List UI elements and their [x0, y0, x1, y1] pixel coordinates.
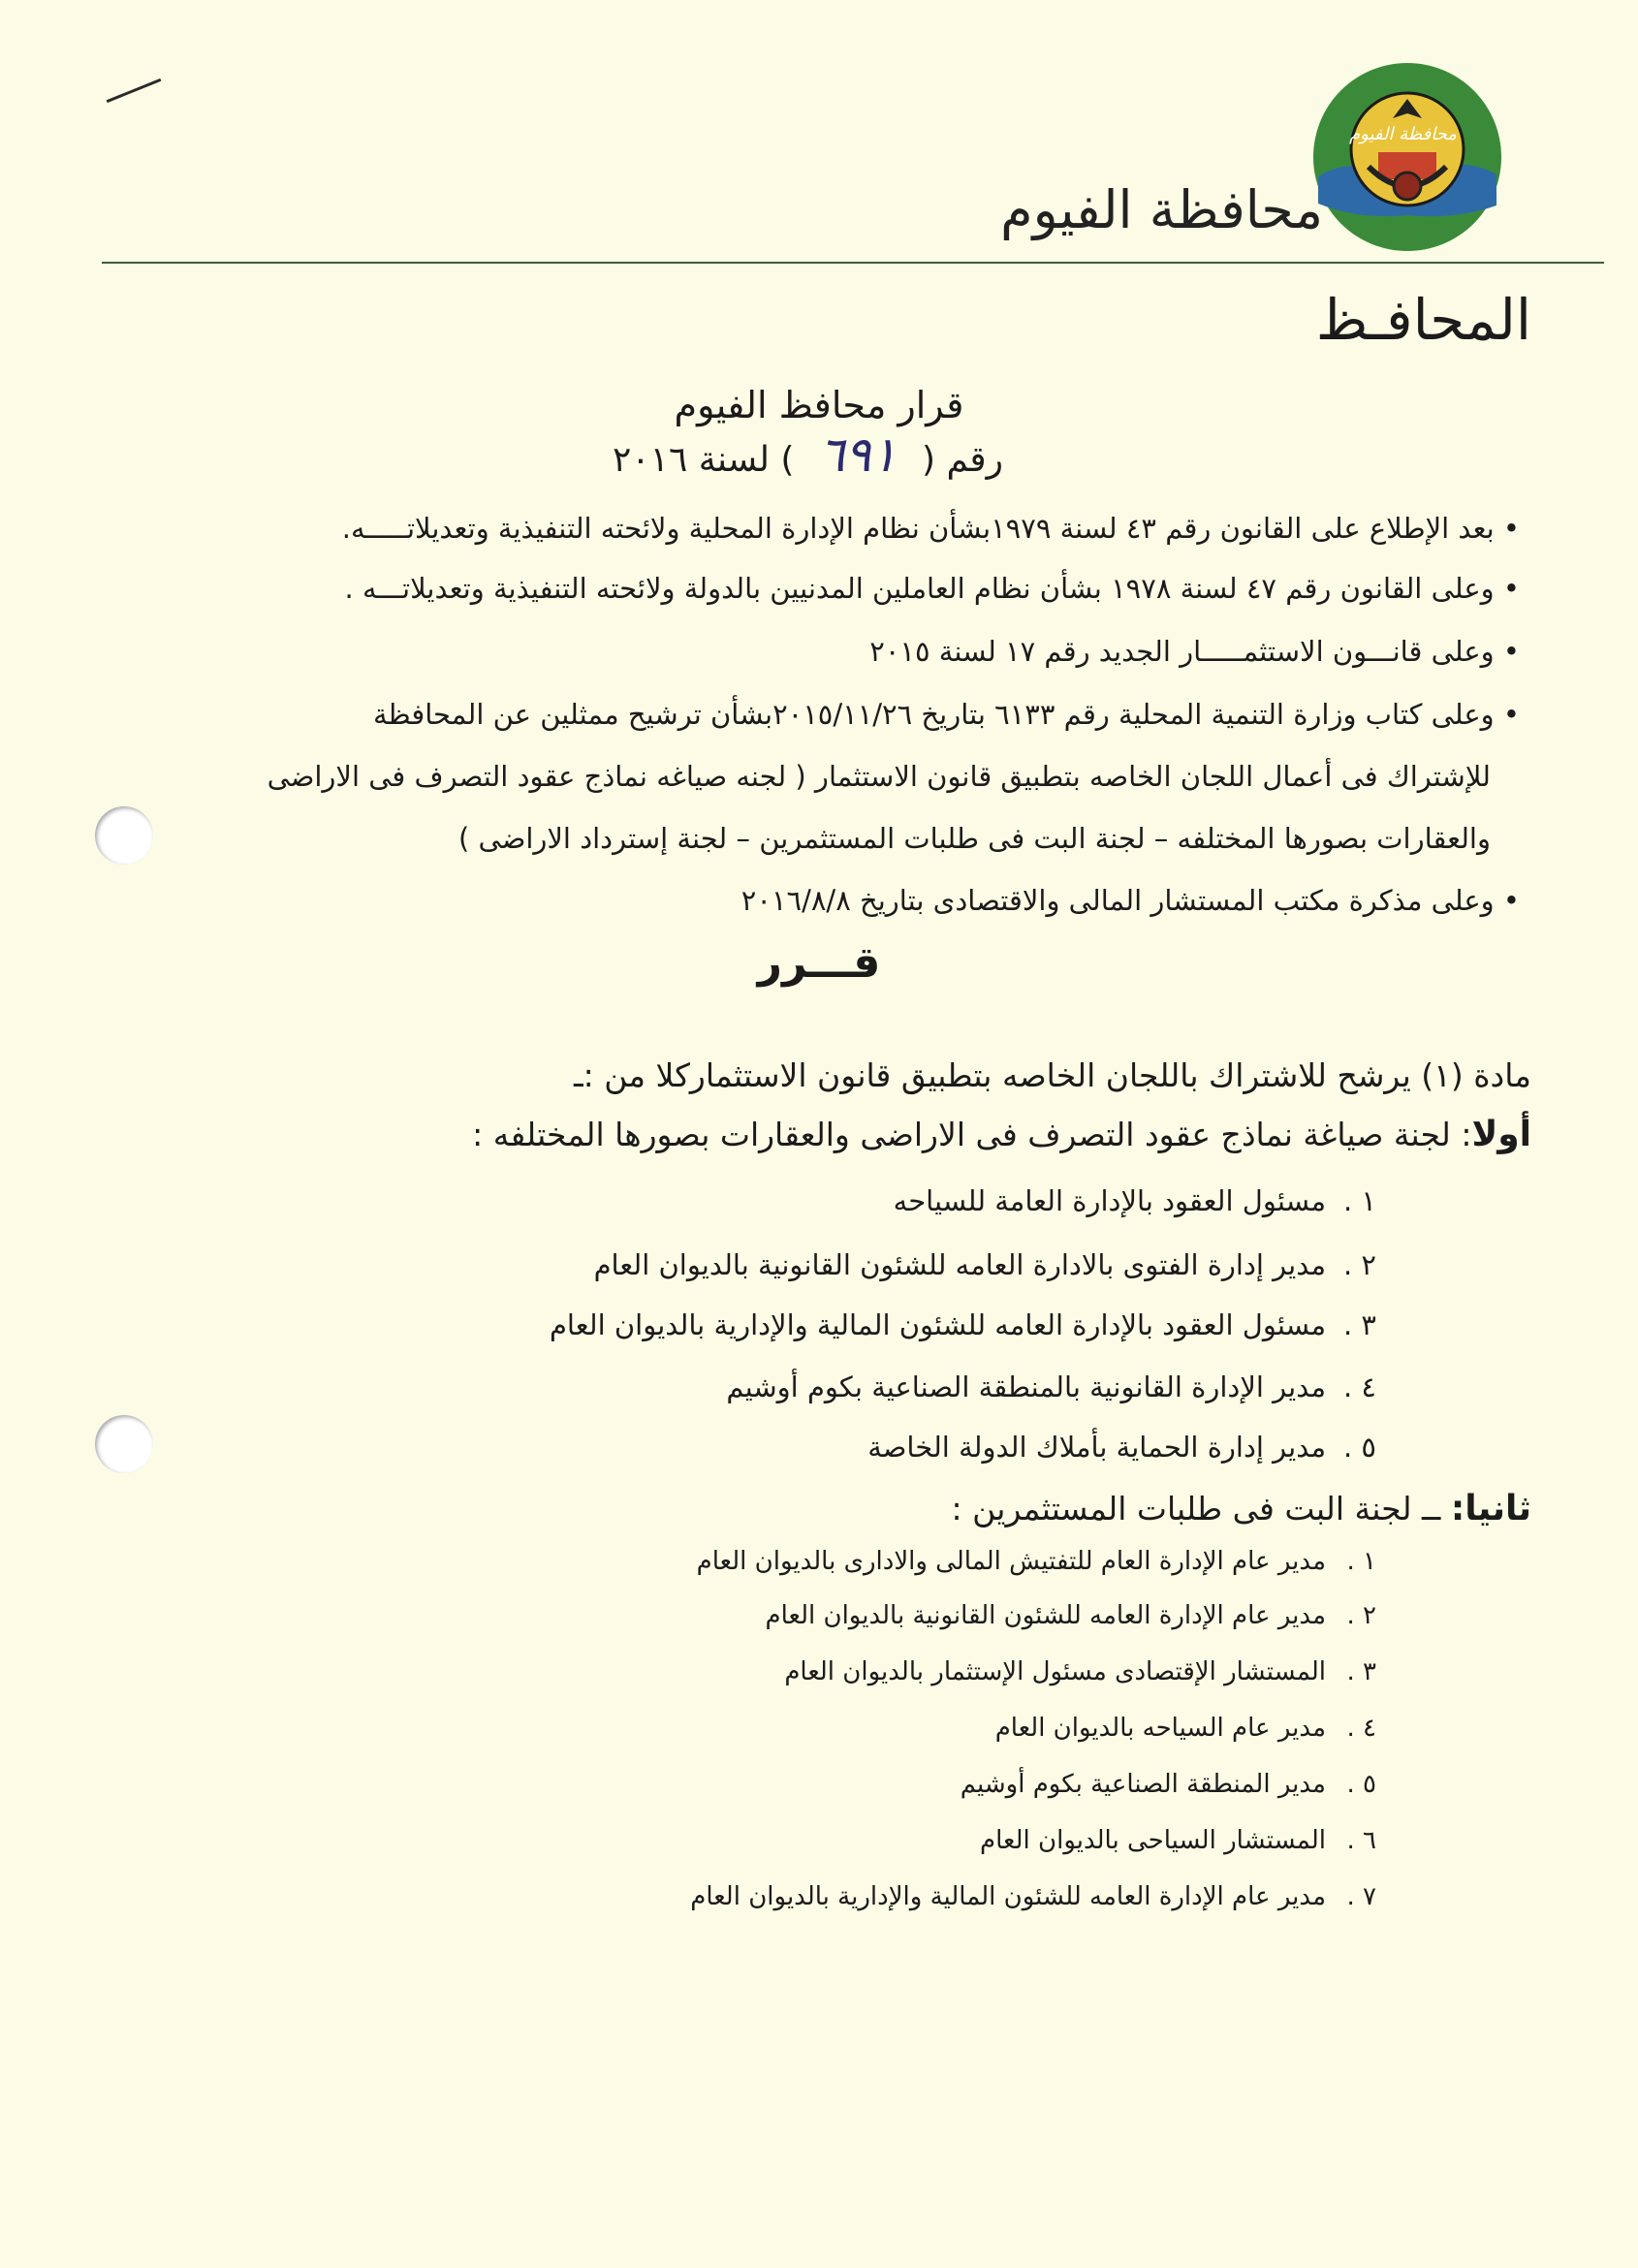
decision-number-line — [613, 426, 1003, 483]
header-rule — [102, 262, 1604, 264]
punch-hole — [95, 806, 153, 865]
section-second-label: ثانيا: — [1450, 1489, 1531, 1528]
number-prefix: رقم ( — [921, 440, 1003, 480]
governor-title: المحافـظ — [1315, 287, 1531, 353]
list-item: ٥ .مدير المنطقة الصناعية بكوم أوشيم — [960, 1770, 1376, 1799]
list-item: ٤ .مدير عام السياحه بالديوان العام — [994, 1714, 1376, 1743]
article-heading: مادة (١) يرشح للاشتراك باللجان الخاصه بتطبيق قانون الاستثماركلا من :ـ — [573, 1056, 1531, 1094]
list-item: ١ .مدير عام الإدارة العام للتفتيش المالى والادارى بالديوان العام — [696, 1547, 1376, 1576]
section-first-label: أولا — [1471, 1115, 1531, 1154]
section-second-text: ــ لجنة البت فى طلبات المستثمرين : — [951, 1490, 1451, 1528]
punch-hole — [95, 1415, 153, 1473]
section-second-heading — [952, 1489, 1531, 1528]
preamble-line: • وعلى قانـــون الاستثمـــــار الجديد رقم ١٧ لسنة ٢٠١٥ — [869, 635, 1520, 668]
list-item: ٧ .مدير عام الإدارة العامه للشئون المالية والإدارية بالديوان العام — [690, 1882, 1376, 1911]
decision-word: قـــرر — [757, 938, 881, 988]
decision-title: قرار محافظ الفيوم — [674, 384, 964, 426]
pen-mark — [107, 79, 162, 103]
handwritten-number: ٦٩١ — [818, 426, 898, 483]
preamble-line: • وعلى القانون رقم ٤٧ لسنة ١٩٧٨ بشأن نظام العاملين المدنيين بالدولة ولائحته التنفيذية وتعديلاتـــه . — [344, 572, 1520, 605]
list-item: ٢ .مدير عام الإدارة العامه للشئون القانونية بالديوان العام — [765, 1601, 1376, 1630]
list-item: ٥ .مدير إدارة الحماية بأملاك الدولة الخاصة — [867, 1431, 1376, 1464]
list-item: ٦ .المستشار السياحى بالديوان العام — [980, 1826, 1376, 1855]
fayoum-governorate-logo — [1310, 60, 1504, 254]
list-item: ١ .مسئول العقود بالإدارة العامة للسياحه — [893, 1184, 1376, 1217]
preamble-line: • وعلى كتاب وزارة التنمية المحلية رقم ٦١٣٣ بتاريخ ٢٠١٥/١١/٢٦بشأن ترشيح ممثلين عن المحافظة — [373, 698, 1520, 731]
list-item: ٢ .مدير إدارة الفتوى بالادارة العامه للشئون القانونية بالديوان العام — [593, 1248, 1376, 1281]
section-first-heading — [472, 1115, 1531, 1154]
preamble-line: • بعد الإطلاع على القانون رقم ٤٣ لسنة ١٩٧٩بشأن نظام الإدارة المحلية ولائحته التنفيذية وتعديلاتـــــه. — [341, 512, 1520, 545]
section-first-text: : لجنة صياغة نماذج عقود التصرف فى الاراضى والعقارات بصورها المختلفه : — [472, 1116, 1472, 1153]
preamble-line: للإشتراك فى أعمال اللجان الخاصه بتطبيق قانون الاستثمار ( لجنه صياغه نماذج عقود التصرف فى الاراضى — [267, 760, 1491, 793]
preamble-line: والعقارات بصورها المختلفه – لجنة البت فى طلبات المستثمرين – لجنة إسترداد الاراضى ) — [457, 822, 1491, 855]
list-item: ٣ .مسئول العقود بالإدارة العامه للشئون المالية والإدارية بالديوان العام — [549, 1308, 1376, 1341]
governorate-name: محافظة الفيوم — [1000, 179, 1323, 240]
number-suffix: ) لسنة ٢٠١٦ — [612, 440, 795, 480]
preamble-line: • وعلى مذكرة مكتب المستشار المالى والاقتصادى بتاريخ ٢٠١٦/٨/٨ — [740, 884, 1520, 917]
logo-text: محافظة الفيوم — [1349, 124, 1457, 144]
list-item: ٣ .المستشار الإقتصادى مسئول الإستثمار بالديوان العام — [784, 1657, 1376, 1686]
list-item: ٤ .مدير الإدارة القانونية بالمنطقة الصناعية بكوم أوشيم — [726, 1370, 1376, 1403]
